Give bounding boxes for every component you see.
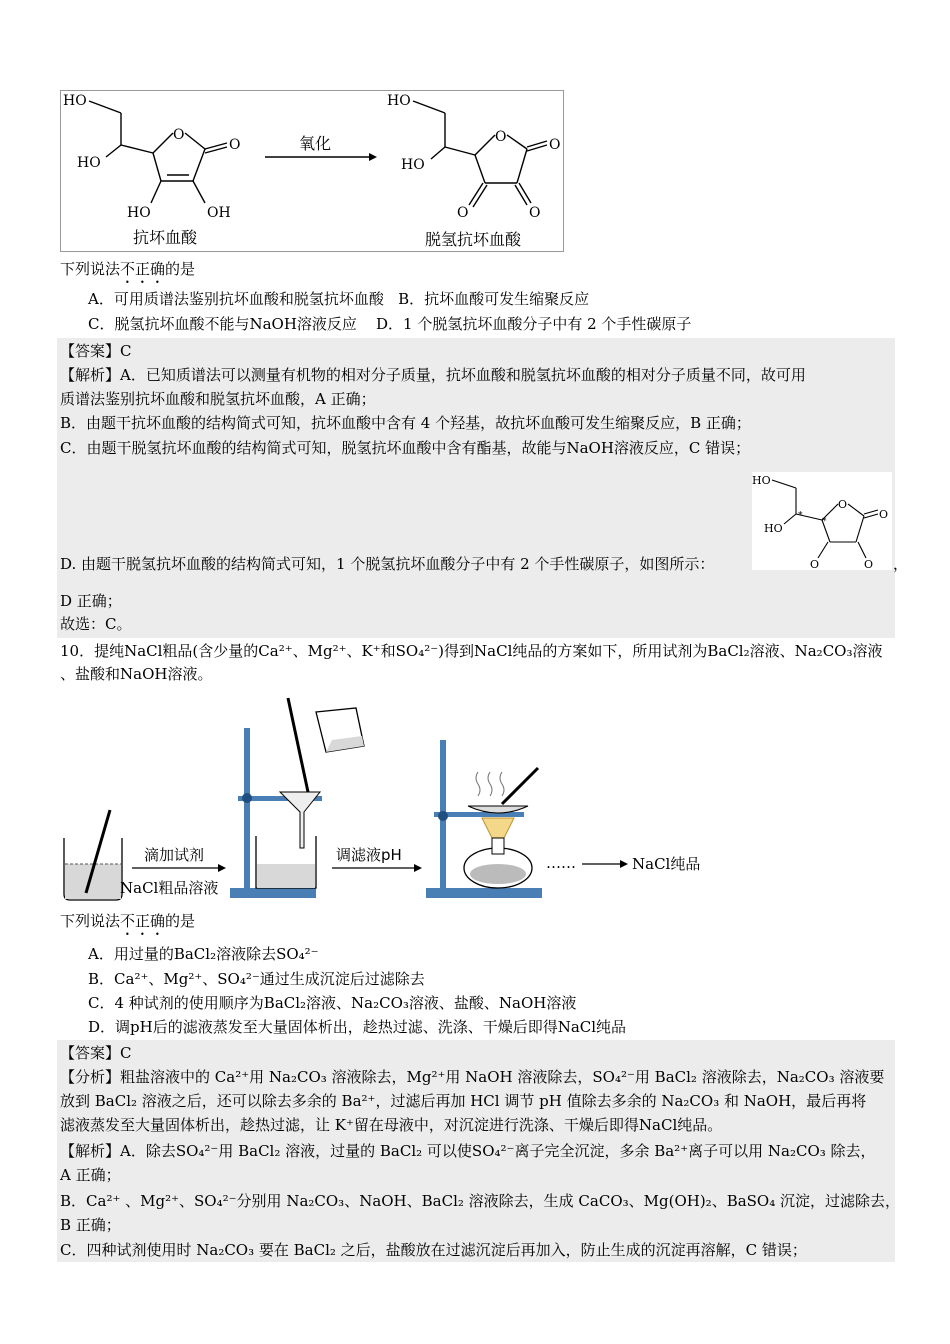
analysis-comma: ，	[893, 555, 909, 573]
analysis-line: 【分析】粗盐溶液中的 Ca²⁺用 Na₂CO₃ 溶液除去，Mg²⁺用 NaOH 溶液除去，SO₄²⁻用 BaCl₂ 溶液除去，Na₂CO₃ 溶液要	[60, 1068, 885, 1086]
stem-emphasis: 不正确	[120, 912, 166, 930]
analysis-line: B．由题干抗坏血酸的结构简式可知，抗坏血酸中含有 4 个羟基，故抗坏血酸可发生缩聚反应，B 正确；	[60, 414, 751, 432]
stem-emphasis: 不正确	[120, 260, 166, 278]
analysis-line: C．由题干脱氢抗坏血酸的结构简式可知，脱氢抗坏血酸中含有酯基，故能与NaOH溶液反应，C 错误；	[60, 439, 751, 457]
atom-label: OH	[207, 205, 231, 221]
svg-text:*: *	[822, 517, 827, 527]
analysis-line: D. 由题干脱氢抗坏血酸的结构简式可知，1 个脱氢抗坏血酸分子中有 2 个手性碳原子，如图所示：	[60, 555, 715, 573]
analysis-line: 【解析】A．已知质谱法可以测量有机物的相对分子质量，抗坏血酸和脱氢抗坏血酸的相对分子质量不同，故可用	[60, 366, 806, 384]
option-b: B．抗坏血酸可发生缩聚反应	[398, 290, 590, 308]
analysis-line: B．Ca²⁺ 、Mg²⁺、SO₄²⁻分别用 Na₂CO₃、NaOH、BaCl₂ 溶液除去，生成 CaCO₃、Mg(OH)₂、BaSO₄ 沉淀，过滤除去，	[60, 1192, 901, 1210]
oxidation-label: 氧化	[299, 134, 332, 153]
question-stem: 、盐酸和NaOH溶液。	[60, 665, 213, 683]
atom-label: O	[549, 137, 561, 153]
question-stem	[60, 258, 195, 287]
svg-text:O: O	[879, 508, 889, 521]
analysis-line: D 正确；	[60, 592, 122, 610]
atom-label: HO	[77, 155, 101, 171]
ascorbic-acid-label: 抗坏血酸	[133, 228, 198, 247]
atom-label: HO	[63, 93, 87, 109]
option-c: C．脱氢抗坏血酸不能与NaOH溶液反应 D．1 个脱氢抗坏血酸分子中有 2 个手性碳原子	[88, 315, 692, 333]
stem-text: 的是	[165, 912, 196, 930]
reaction-diagram	[61, 91, 563, 251]
evaporation-stand	[426, 740, 542, 898]
crude-solution-label: NaCl粗品溶液	[120, 879, 219, 897]
analysis-line: 滤液蒸发至大量固体析出，趁热过滤，让 K⁺留在母液中，对沉淀进行洗涤、干燥后即得NaCl纯品。	[60, 1116, 723, 1134]
atom-label: O	[495, 129, 507, 145]
atom-label: O	[457, 205, 469, 221]
atom-label: O	[529, 205, 541, 221]
atom-label: HO	[387, 93, 411, 109]
option-c: C．4 种试剂的使用顺序为BaCl₂溶液、Na₂CO₃溶液、盐酸、NaOH溶液	[88, 994, 577, 1012]
dehydroascorbic-acid-label: 脱氢抗坏血酸	[425, 230, 522, 249]
ascorbic-acid-structure	[89, 101, 227, 203]
apparatus-diagram	[58, 688, 718, 903]
apparatus-figure	[58, 688, 718, 903]
atom-label: HO	[401, 157, 425, 173]
answer-label: 【答案】C	[60, 342, 132, 360]
chiral-structure	[752, 472, 892, 570]
analysis-line: 故选：C。	[60, 615, 132, 633]
atom-label: HO	[127, 205, 151, 221]
svg-text:HO: HO	[752, 474, 771, 487]
option-a: A．用过量的BaCl₂溶液除去SO₄²⁻	[88, 945, 319, 963]
stem-text: 的是	[165, 260, 196, 278]
pure-nacl-label: NaCl纯品	[632, 855, 701, 873]
atom-label: O	[229, 137, 241, 153]
atom-label: O	[173, 127, 185, 143]
adjust-ph-label: 调滤液pH	[336, 846, 402, 864]
stem-text: 下列说法	[60, 260, 121, 278]
option-d: D．1 个脱氢抗坏血酸分子中有 2 个手性碳原子	[376, 315, 692, 333]
analysis-line: 质谱法鉴别抗坏血酸和脱氢抗坏血酸，A 正确；	[60, 390, 376, 408]
question-stem: 10．提纯NaCl粗品(含少量的Ca²⁺、Mg²⁺、K⁺和SO₄²⁻)得到NaCl纯品的方案如下，所用试剂为BaCl₂溶液、Na₂CO₃溶液	[60, 642, 883, 660]
svg-text:O: O	[838, 498, 848, 511]
analysis-line: 【解析】A．除去SO₄²⁻用 BaCl₂ 溶液，过量的 BaCl₂ 可以使SO₄²⁻离子完全沉淀，多余 Ba²⁺离子可以用 Na₂CO₃ 除去，	[60, 1142, 876, 1160]
svg-text:O: O	[810, 558, 820, 570]
analysis-line: B 正确；	[60, 1216, 121, 1234]
beaker-crude	[64, 810, 122, 900]
svg-text:*: *	[798, 511, 803, 521]
svg-text:HO: HO	[764, 522, 783, 535]
chiral-carbon-figure	[752, 472, 892, 570]
analysis-line: 放到 BaCl₂ 溶液之后，还可以除去多余的 Ba²⁺，过滤后再加 HCl 调节 pH 值除去多余的 Na₂CO₃ 和 NaOH，最后再将	[60, 1092, 867, 1110]
analysis-line: A 正确；	[60, 1166, 121, 1184]
analysis-line: C．四种试剂使用时 Na₂CO₃ 要在 BaCl₂ 之后，盐酸放在过滤沉淀后再加入，防止生成的沉淀再溶解，C 错误；	[60, 1241, 807, 1259]
option-a: A．可用质谱法鉴别抗坏血酸和脱氢抗坏血酸 B．抗坏血酸可发生缩聚反应	[88, 290, 590, 308]
stem-text: 下列说法	[60, 912, 121, 930]
dots-label: ……	[546, 854, 576, 872]
add-reagent-label: 滴加试剂	[144, 846, 205, 864]
reaction-figure	[60, 90, 564, 252]
option-b: B．Ca²⁺、Mg²⁺、SO₄²⁻通过生成沉淀后过滤除去	[88, 970, 425, 988]
question-stem	[60, 910, 195, 939]
answer-label: 【答案】C	[60, 1044, 132, 1062]
svg-text:O: O	[864, 558, 874, 570]
option-d: D．调pH后的滤液蒸发至大量固体析出，趁热过滤、洗涤、干燥后即得NaCl纯品	[88, 1018, 627, 1036]
dehydroascorbic-acid-structure	[413, 101, 547, 207]
